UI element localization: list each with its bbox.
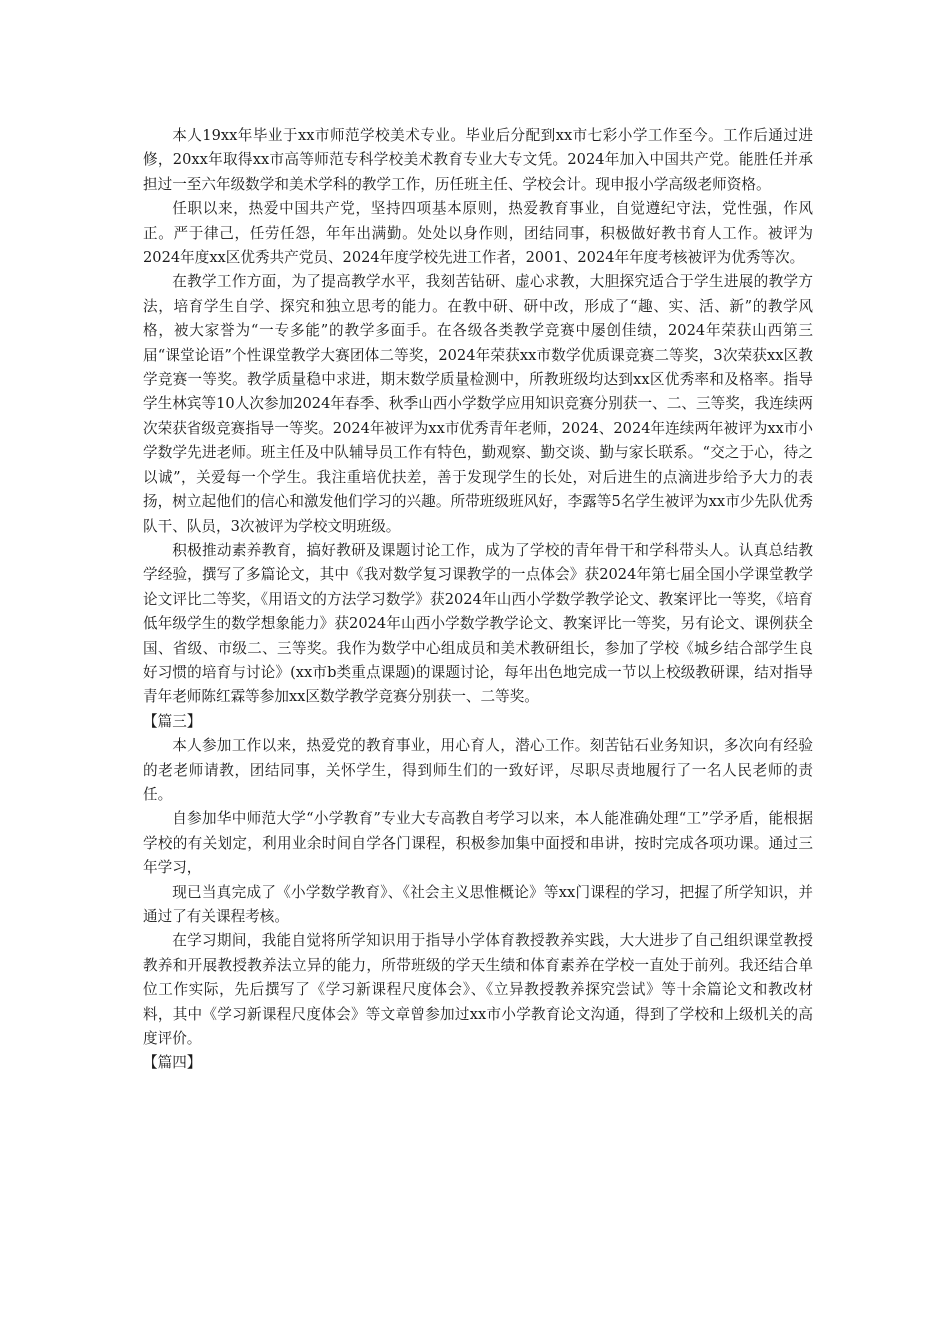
paragraph-self-study: 自参加华中师范大学“小学教育”专业大专高教自考学习以来，本人能准确处理“工”学矛盾，能根据学校的有关划定，利用业余时间自学各门课程，积极参加集中面授和串讲，按时完成各项功课。通过三年学习，: [143, 810, 813, 877]
section-heading-four: 【篇四】: [143, 1054, 202, 1072]
paragraph-study-practice: 在学习期间，我能自觉将所学知识用于指导小学体育教授教养实践，大大进步了自己组织课堂教授教养和开展教授教养法立异的能力，所带班级的学天生绩和体育素养在学校一直处于前列。我还结合单位工作实际，先后撰写了《学习新课程尺度体会》、《立异教授教养探究尝试》等十余篇论文和教改材料，其中《学习新课程尺度体会》等文章曾参加过xx市小学教育论文沟通，得到了学校和上级机关的高度评价。: [143, 932, 813, 1048]
paragraph-tenure: 任职以来，热爱中国共产党，坚持四项基本原则，热爱教育事业，自觉遵纪守法，党性强，作风正。严于律己，任劳任怨，年年出满勤。处处以身作则，团结同事，积极做好教书育人工作。被评为2024年度xx区优秀共产党员、2024年度学校先进工作者，2001、2024年年度考核被评为优秀等次。: [143, 200, 813, 267]
paragraph-teaching-work: 在教学工作方面，为了提高教学水平，我刻苦钻研、虚心求教，大胆探究适合于学生进展的教学方法，培育学生自学、探究和独立思考的能力。在教中研、研中改，形成了“趣、实、活、新”的教学风格，被大家誉为“一专多能”的教学多面手。在各级各类教学竞赛中屡创佳绩，2024年荣获山西第三届“课堂论语”个性课堂教学大赛团体二等奖，2024年荣获xx市数学优质课竞赛二等奖，3次荣获xx区教学竞赛一等奖。教学质量稳中求进，期末数学质量检测中，所教班级均达到xx区优秀率和及格率。指导学生林宾等10人次参加2024年春季、秋季山西小学数学应用知识竞赛分别获一、二、三等奖，我连续两次荣获省级竞赛指导一等奖。2024年被评为xx市优秀青年老师，2024、2024年连续两年被评为xx市小学数学先进老师。班主任及中队辅导员工作有特色，勤观察、勤交谈、勤与家长联系。“交之于心，待之以诚”，关爱每一个学生。我注重培优扶差，善于发现学生的长处，对后进生的点滴进步给予大力的表扬，树立起他们的信心和激发他们学习的兴趣。所带班级班风好，李露等5名学生被评为xx市少先队优秀队干、队员，3次被评为学校文明班级。: [143, 273, 813, 535]
section-heading-three: 【篇三】: [143, 712, 202, 730]
document-page: [143, 124, 813, 1076]
paragraph-graduation: 本人19xx年毕业于xx市师范学校美术专业。毕业后分配到xx市七彩小学工作至今。工作后通过进修，20xx年取得xx市高等师范专科学校美术教育专业大专文凭。2024年加入中国共产党。能胜任并承担过一至六年级数学和美术学科的教学工作，历任班主任、学校会计。现申报小学高级老师资格。: [143, 127, 813, 193]
paragraph-research-work: 积极推动素养教育，搞好教研及课题讨论工作，成为了学校的青年骨干和学科带头人。认真总结教学经验，撰写了多篇论文，其中《我对数学复习课教学的一点体会》获2024年第七届全国小学课堂教学论文评比二等奖，《用语文的方法学习数学》获2024年山西小学数学教学论文、教案评比一等奖，《培育低年级学生的数学想象能力》获2024年山西小学数学教学论文、教案评比一等奖，另有论文、课例获全国、省级、市级二、三等奖。我作为数学中心组成员和美术教研组长，参加了学校《城乡结合部学生良好习惯的培育与讨论》(xx市b类重点课题)的课题讨论，每年出色地完成一节以上校级教研课，结对指导青年老师陈红霖等参加xx区数学教学竞赛分别获一、二等奖。: [143, 541, 813, 706]
paragraph-courses-completed: 现已当真完成了《小学数学教育》、《社会主义思惟概论》等xx门课程的学习，把握了所学知识，并通过了有关课程考核。: [143, 883, 813, 925]
paragraph-work-attitude: 本人参加工作以来，热爱党的教育事业，用心育人，潜心工作。刻苦钻石业务知识，多次向有经验的老老师请教，团结同事，关怀学生，得到师生们的一致好评，尽职尽责地履行了一名人民老师的责任。: [143, 737, 813, 803]
